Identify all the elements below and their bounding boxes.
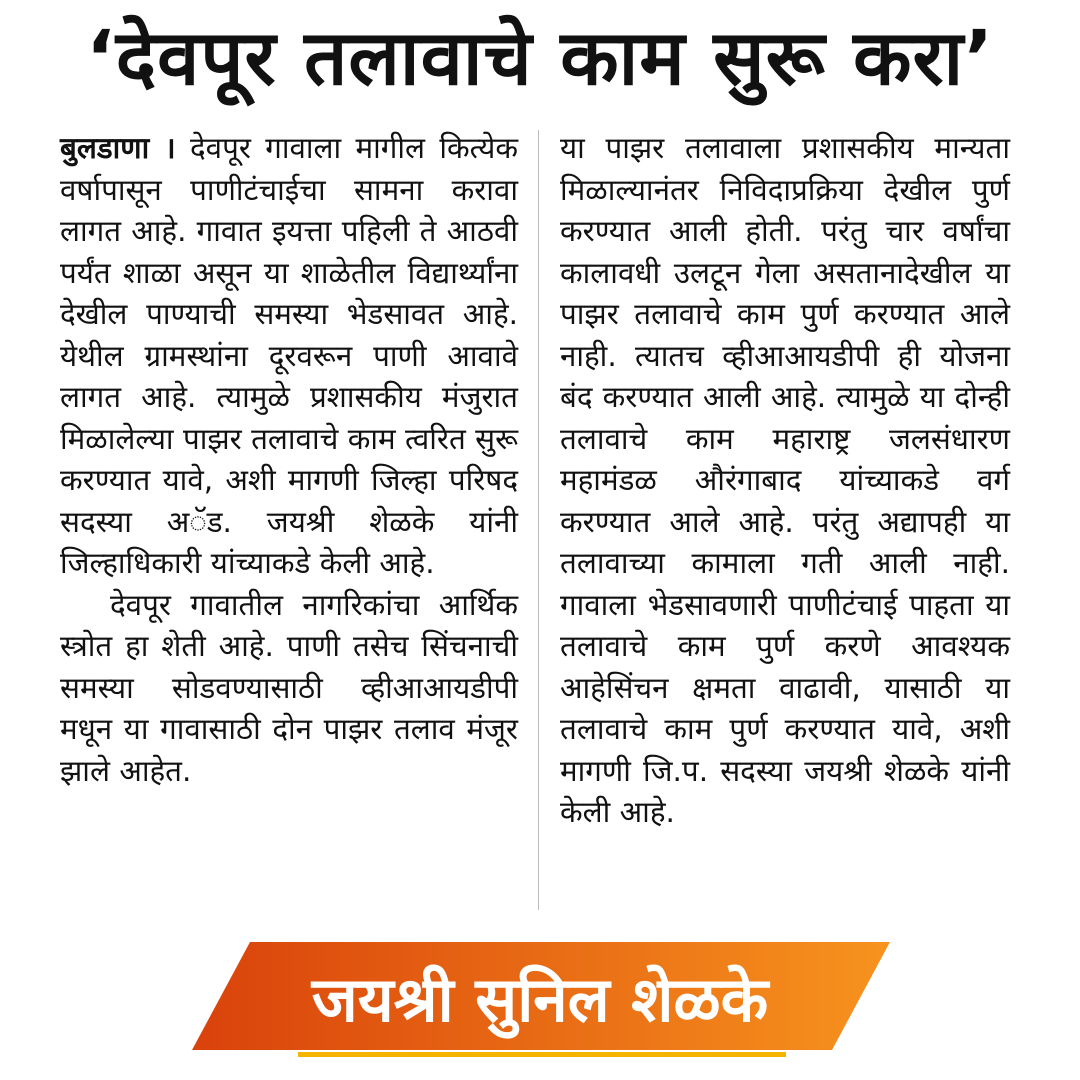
article-dateline: बुलडाणा ।: [60, 131, 176, 165]
article-column-right: [560, 128, 1010, 834]
article-paragraph: [60, 128, 518, 585]
name-banner: [0, 938, 1080, 1080]
banner-underline: [298, 1052, 786, 1057]
article-headline: ‘देवपूर तलावाचे काम सुरू करा’: [85, 13, 995, 102]
banner-name: जयश्री सुनिल शेळके: [311, 963, 769, 1036]
column-divider: [538, 130, 539, 910]
article-paragraph: देवपूर गावातील नागरिकांचा आर्थिक स्त्रोत हा शेती आहे. पाणी तसेच सिंचनाची समस्या सोडवण्यासाठी व्हीआआयडीपी मधून या गावासाठी दोन पाझर तलाव मंजूर झाले आहेत.: [60, 587, 518, 788]
article-paragraph-text: देवपूर गावाला मागील कित्येक वर्षापासून पाणीटंचाईचा सामना करावा लागत आहे. गावात इयत्ता पहिली ते आठवी पर्यंत शाळा असून या शाळेतील विद्यार्थ्यांना देखील पाण्याची समस्या भेडसावत आहे. येथील ग्रामस्थांना दूरवरून पाणी आवावे लागत आहे. त्यामुळे प्रशासकीय मंजुरात मिळालेल्या पाझर तलावाचे काम त्वरित सुरू करण्यात यावे, अशी मागणी जिल्हा परिषद सदस्या अॅड. जयश्री शेळके यांनी जिल्हाधिकारी यांच्याकडे केली आहे.: [60, 131, 518, 580]
article-column-left: [60, 128, 518, 792]
article-paragraph: या पाझर तलावाला प्रशासकीय मान्यता मिळाल्यानंतर निविदाप्रक्रिया देखील पुर्ण करण्यात आली होती. परंतु चार वर्षांचा कालावधी उलटून गेला असतानादेखील या पाझर तलावाचे काम पुर्ण करण्यात आले नाही. त्यातच व्हीआआयडीपी ही योजना बंद करण्यात आली आहे. त्यामुळे या दोन्ही तलावाचे काम महाराष्ट्र जलसंधारण महामंडळ औरंगाबाद यांच्याकडे वर्ग करण्यात आले आहे. परंतु अद्यापही या तलावाच्या कामाला गती आली नाही. गावाला भेडसावणारी पाणीटंचाई पाहता या तलावाचे काम पुर्ण करणे आवश्यक आहेसिंचन क्षमता वाढावी, यासाठी या तलावाचे काम पुर्ण करण्यात यावे, अशी मागणी जि.प. सदस्या जयश्री शेळके यांनी केली आहे.: [560, 131, 1010, 829]
